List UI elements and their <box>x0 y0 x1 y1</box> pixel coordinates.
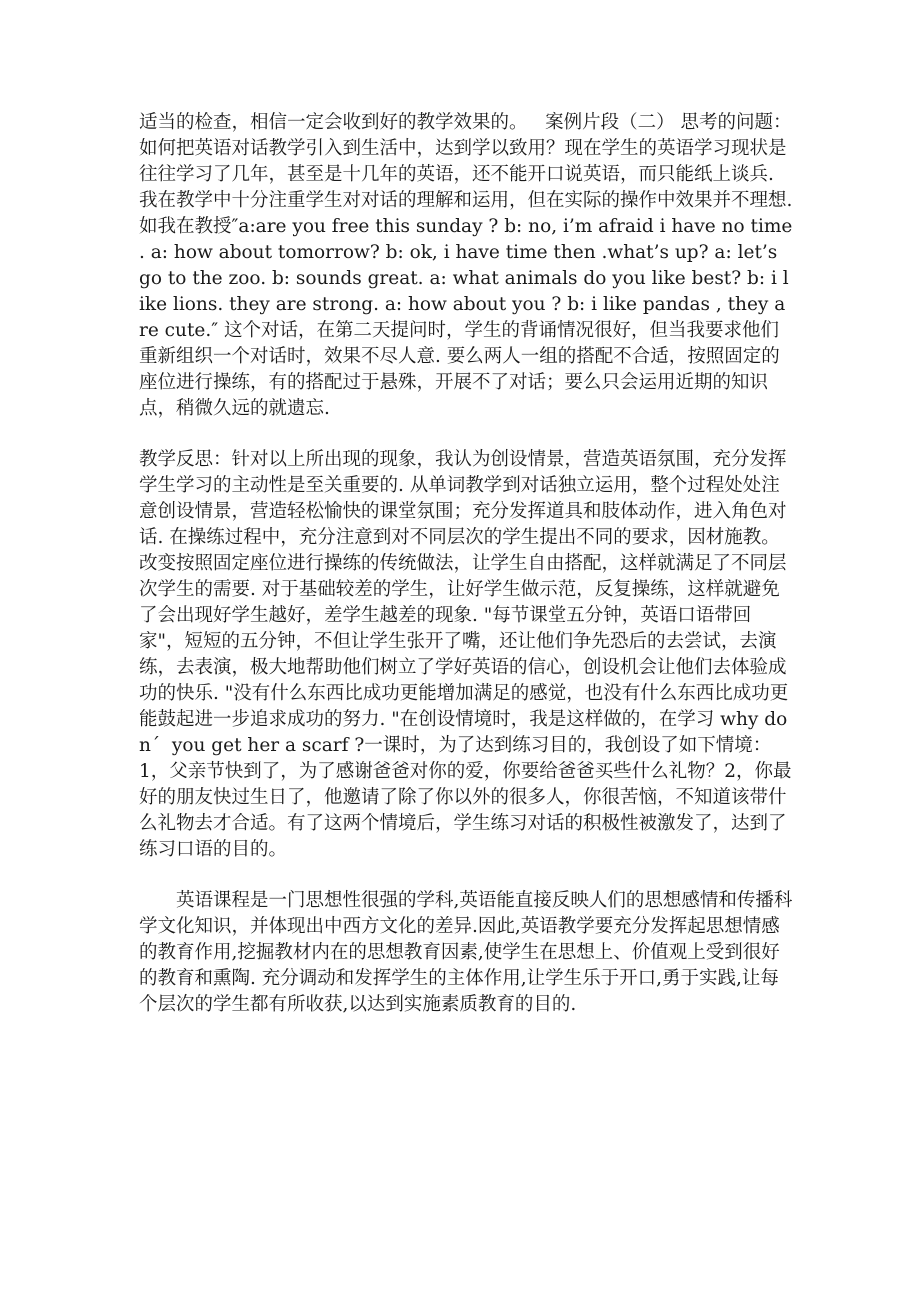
paragraph-case-fragment: 适当的检查，相信一定会收到好的教学效果的。 案例片段（二） 思考的问题：如何把英语对话教学引入到生活中，达到学以致用？现在学生的英语学习现状是往往学习了几年，甚至是十几年的英语，还不能开口说英语，而只能纸上谈兵. 我在教学中十分注重学生对对话的理解和运用，但在实际的操作中效果并不理想. 如我在教授″a:are you free this sunday ? b: no, i’m afraid i have no time . a: how about tomorrow? b: ok, i have time then .what’s up? a: let’s go to the zoo. b: sounds great. a: what animals do you like best? b: i like lions. they are strong. a: how about you ? b: i like pandas , they are cute.″ 这个对话，在第二天提问时，学生的背诵情况很好，但当我要求他们重新组织一个对话时，效果不尽人意. 要么两人一组的搭配不合适，按照固定的座位进行操练，有的搭配过于悬殊，开展不了对话；要么只会运用近期的知识点，稍微久远的就遗忘. <box>139 112 799 419</box>
paragraph-english-course: 英语课程是一门思想性很强的学科,英语能直接反映人们的思想感情和传播科学文化知识，并体现出中西方文化的差异.因此,英语教学要充分发挥起思想情感的教育作用,挖掘教材内在的思想教育因素,使学生在思想上、价值观上受到很好的教育和熏陶. 充分调动和发挥学生的主体作用,让学生乐于开口,勇于实践,让每个层次的学生都有所收获,以达到实施素质教育的目的. <box>139 890 793 1015</box>
paragraph-teaching-reflection: 教学反思：针对以上所出现的现象，我认为创设情景，营造英语氛围，充分发挥学生学习的主动性是至关重要的. 从单词教学到对话独立运用，整个过程处处注意创设情景，营造轻松愉快的课堂氛围；充分发挥道具和肢体动作，进入角色对话. 在操练过程中，充分注意到对不同层次的学生提出不同的要求，因材施教。改变按照固定座位进行操练的传统做法，让学生自由搭配，这样就满足了不同层次学生的需要. 对于基础较差的学生，让好学生做示范，反复操练，这样就避免了会出现好学生越好，差学生越差的现象. "每节课堂五分钟，英语口语带回家"，短短的五分钟，不但让学生张开了嘴，还让他们争先恐后的去尝试，去演练，去表演，极大地帮助他们树立了学好英语的信心，创设机会让他们去体验成功的快乐. "没有什么东西比成功更能增加满足的感觉，也没有什么东西比成功更能鼓起进一步追求成功的努力. "在创设情境时，我是这样做的，在学习 why don´ you get her a scarf ?一课时，为了达到练习目的，我创设了如下情境：1，父亲节快到了，为了感谢爸爸对你的爱，你要给爸爸买些什么礼物？2，你最好的朋友快过生日了，他邀请了除了你以外的很多人，你很苦恼，不知道该带什么礼物去才合适。有了这两个情境后，学生练习对话的积极性被激发了，达到了练习口语的目的。 <box>139 449 792 860</box>
document-body <box>139 110 799 1018</box>
